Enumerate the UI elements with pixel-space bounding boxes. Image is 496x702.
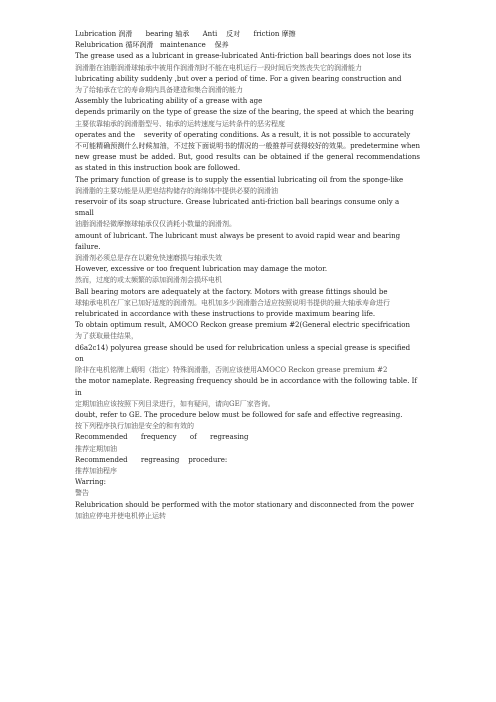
chinese-text-line: 按下列程序执行加油是安全的和有效的 <box>75 422 194 431</box>
document-body <box>75 29 423 522</box>
english-text-line: relubricated in accordance with these instructions to provide maximum bearing life. <box>75 310 376 319</box>
english-text-line: the motor nameplate. Regreasing frequency should be in accordance with the following table. If in <box>75 377 420 397</box>
english-text-line: doubt, refer to GE. The procedure below must be followed for safe and effective regreasing. <box>75 410 403 419</box>
english-text-line: d6a2c14) polyurea grease should be used for relubrication unless a special grease is specified on <box>75 343 413 363</box>
english-text-line: lubricating ability suddenly ,but over a period of time. For a given bearing construction and <box>75 74 402 83</box>
chinese-text-line: 警告 <box>75 489 89 498</box>
english-text-line: 不可能精确预测什么时候加油，不过按下面说明书的情况的一般推荐可获得较好的效果。predetermine when new grease must be added. But, good results can be obtained if the general recommendations as stated in this instruction book are followed. <box>75 142 423 173</box>
english-text-line: The primary function of grease is to supply the essential lubricating oil from the sponge-like <box>75 175 404 184</box>
chinese-text-line: 主要依靠轴承的润滑脂型号、轴承的运转速度与运转条件的恶劣程度 <box>75 119 285 128</box>
english-text-line: Lubrication 润滑 bearing 轴承 Anti 反对 friction 摩擦 <box>75 30 296 38</box>
english-text-line: To obtain optimum result, AMOCO Reckon grease premium #2(General electric specifrication <box>75 321 411 330</box>
english-text-line: Recommended frequency of regreasing <box>75 433 249 442</box>
chinese-text-line: 润滑剂必须总是存在以避免快速磨损与轴承失效 <box>75 254 222 263</box>
chinese-text-line: 定期加油应该按照下列目录进行，如有疑问，请向GE厂家咨询。 <box>75 399 275 408</box>
english-text-line: Recommended regreasing procedure: <box>75 455 228 464</box>
chinese-text-line: 然而，过度的或太频繁的添加润滑剂会损坏电机 <box>75 276 222 285</box>
english-text-line: amount of lubricant. The lubricant must always be present to avoid rapid wear and bearing failure. <box>75 231 403 251</box>
chinese-text-line: 推荐加油程序 <box>75 466 117 475</box>
chinese-text-line: 球轴承电机在厂家已加好适度的润滑剂。电机加多少润滑脂合适应按照说明书提供的最大轴承寿命进行 <box>75 298 390 307</box>
english-text-line: Ball bearing motors are adequately at the factory. Motors with grease fittings should be <box>75 287 388 296</box>
english-text-line: Warring: <box>75 478 107 487</box>
english-text-line: depends primarily on the type of grease the size of the bearing, the speed at which the bearing <box>75 108 414 117</box>
english-text-line: Assembly the lubricating ability of a grease with age <box>75 97 263 106</box>
chinese-text-line: 润滑脂的主要功能是从肥皂结构储存的海绵体中提供必要的润滑油 <box>75 186 278 195</box>
chinese-text-line: 润滑脂在油脂润滑球轴承中被用作润滑剂时不能在电机运行一段时间后突然丧失它的润滑能力 <box>75 63 362 72</box>
english-text-line: Relubrication should be performed with the motor stationary and disconnected from the power <box>75 500 414 509</box>
chinese-text-line: 加油应停电并使电机停止运转 <box>75 511 166 520</box>
english-text-line: However, excessive or too frequent lubrication may damage the motor. <box>75 265 328 274</box>
english-text-line: The grease used as a lubricant in grease-lubricated Anti-friction ball bearings does not lose its <box>75 52 412 61</box>
chinese-text-line: 油脂润滑轻微摩擦球轴承仅仅消耗小数量的润滑剂。 <box>75 220 236 229</box>
chinese-text-line: 为了获取最佳结果， <box>75 332 138 341</box>
chinese-text-line: 为了给轴承在它的寿命期内具备建造和集合润滑的能力 <box>75 86 243 95</box>
chinese-text-line: 推荐定期加油 <box>75 444 117 453</box>
english-text-line: reservoir of its soap structure. Grease lubricated anti-friction ball bearings consume only a small <box>75 198 402 218</box>
english-text-line: Relubrication 循环润滑 maintenance 保养 <box>75 41 229 50</box>
english-text-line: operates and the severity of operating conditions. As a result, it is not possible to accurately <box>75 130 411 139</box>
chinese-text-line: 除非在电机铭牌上载明（指定）特殊润滑脂，否则应该使用AMOCO Reckon grease premium #2 <box>75 366 388 375</box>
